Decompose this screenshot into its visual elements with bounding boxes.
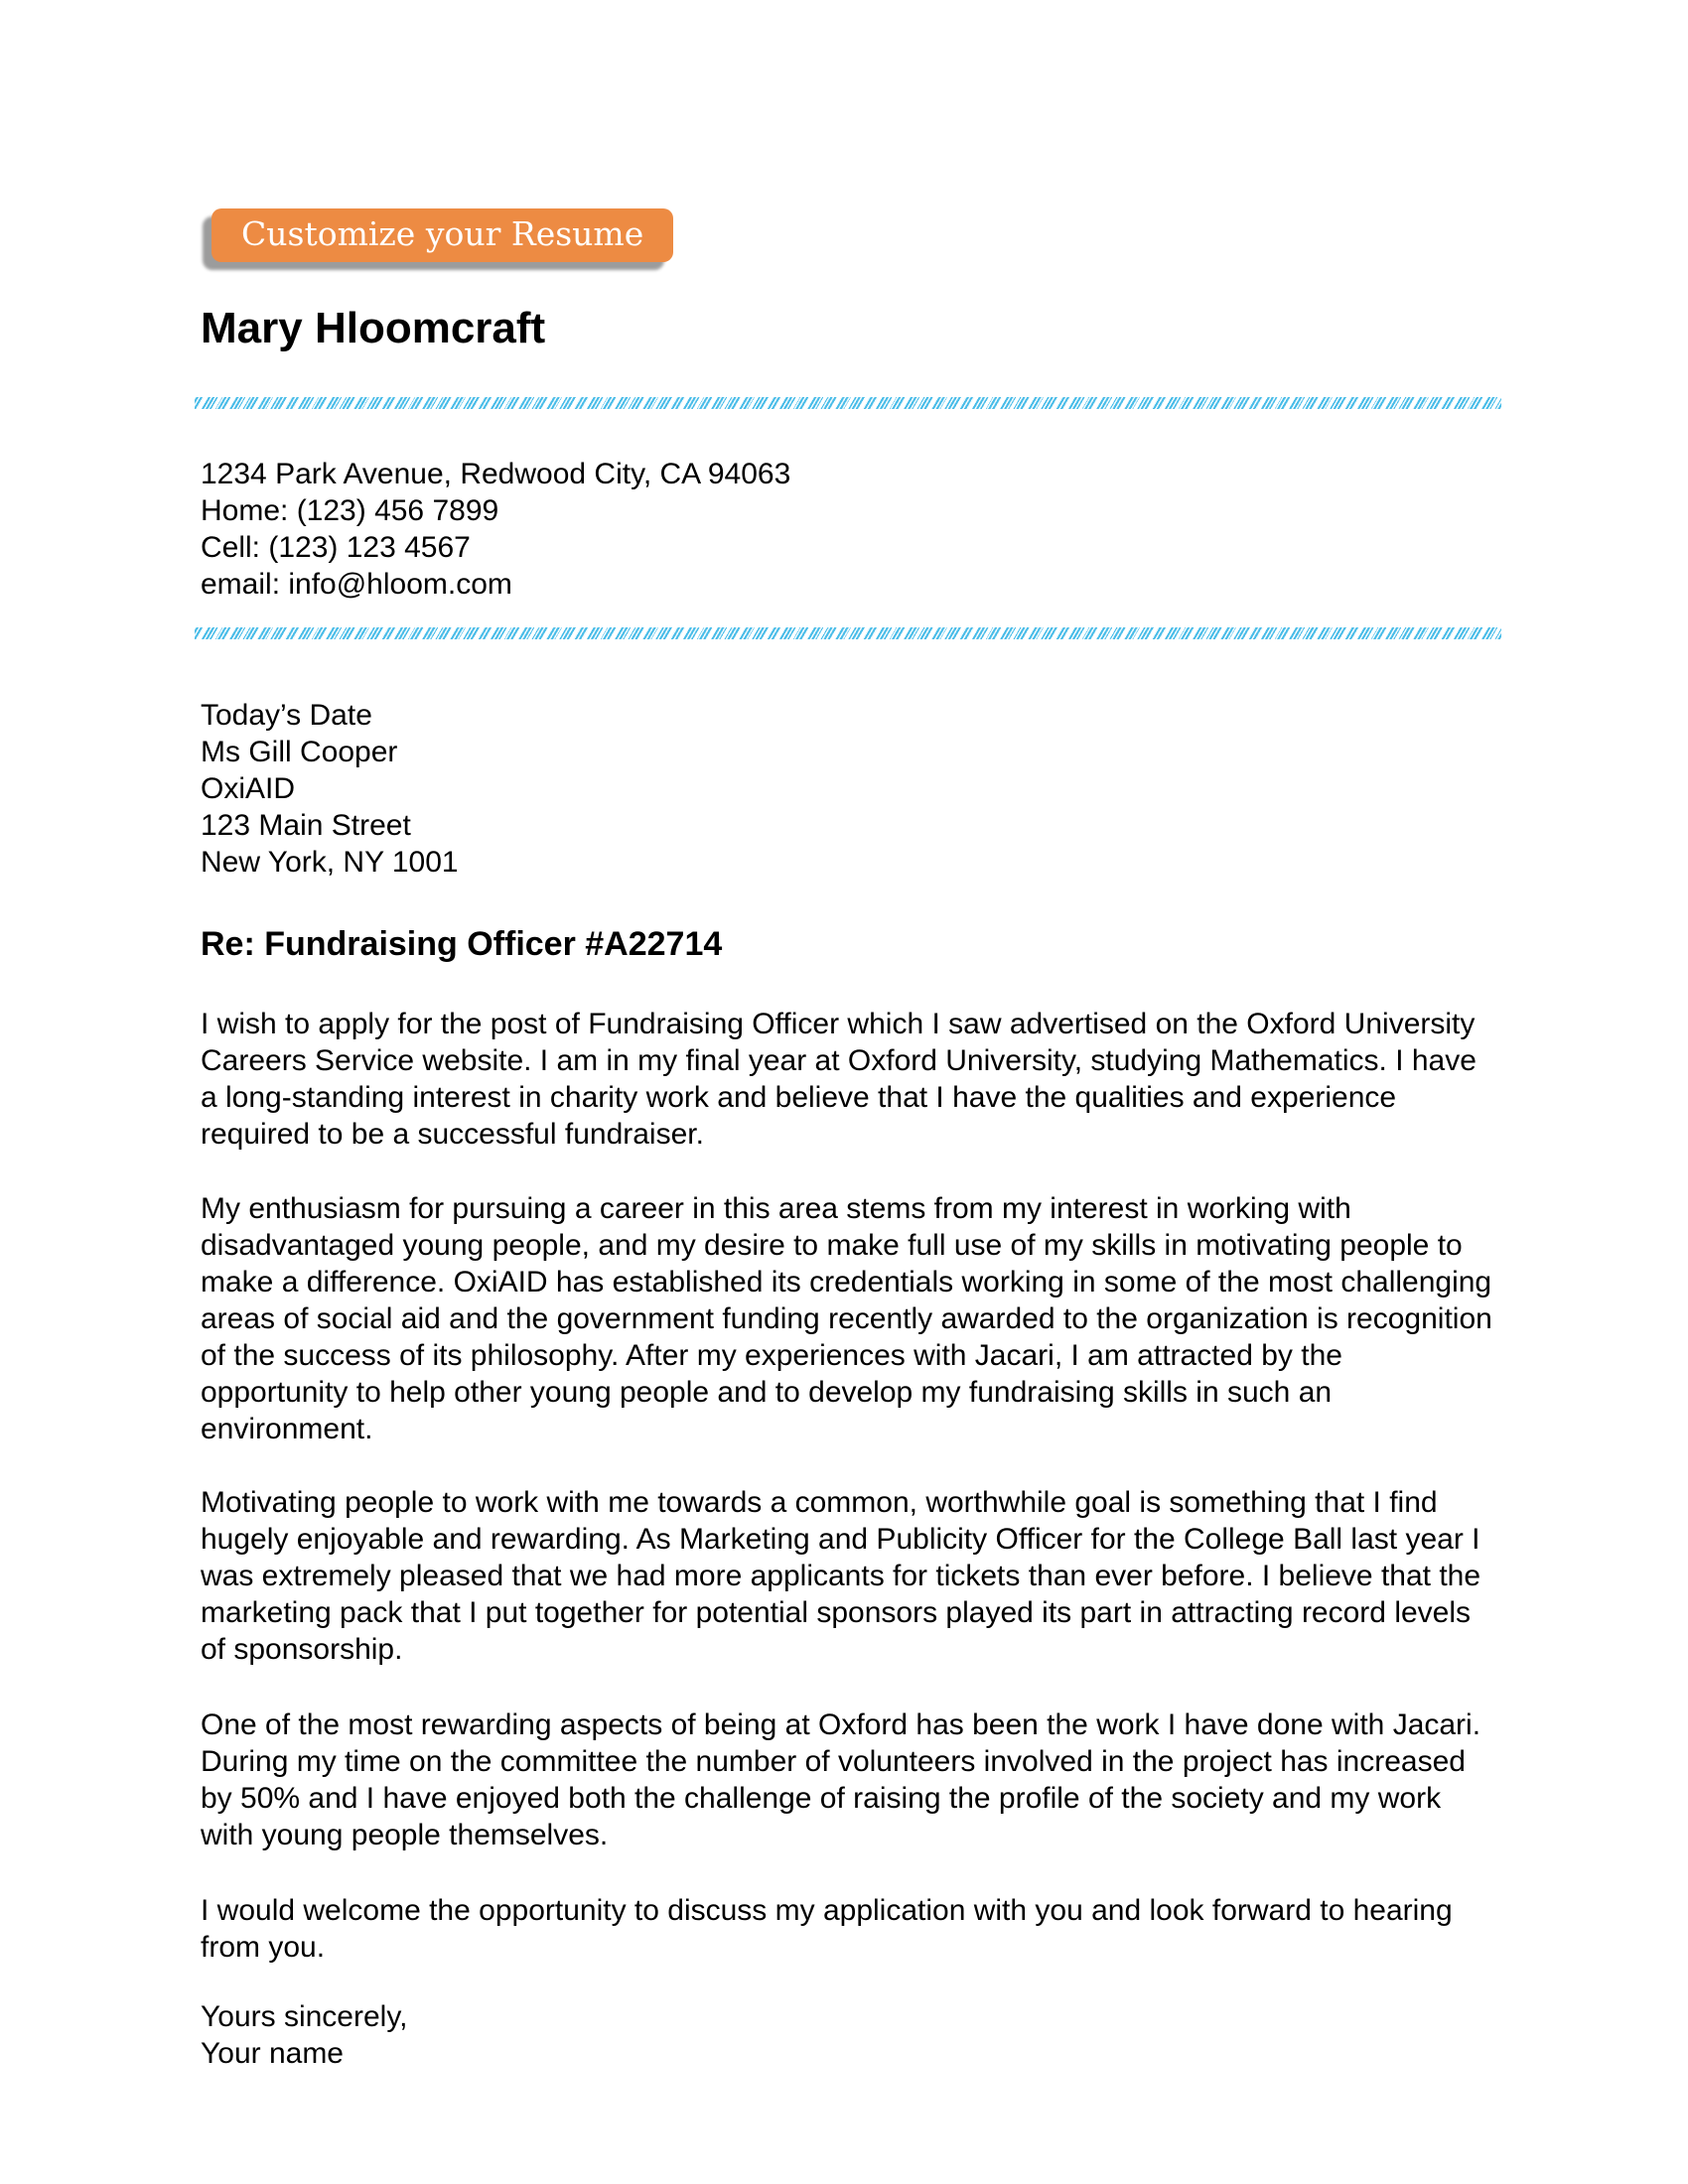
contact-email-line: email: info@hloom.com (201, 568, 512, 601)
recipient-block (201, 697, 1495, 881)
letter-paragraph-5: I would welcome the opportunity to discuss my application with you and look forward to hearing from you. (201, 1894, 1453, 1964)
contact-home-phone-line: Home: (123) 456 7899 (201, 494, 499, 527)
closing-block (201, 1998, 1495, 2072)
letter-paragraph-2: My enthusiasm for pursuing a career in this area stems from my interest in working with disadvantaged young people, and my desire to make full use of my skills in motivating people to make a difference. OxiAID has established its credentials working in some of the most challenging areas of social aid and the government funding recently awarded to the organization is recognition of the success of its philosophy. After my experiences with Jacari, I am attracted by the opportunity to help other young people and to develop my fundraising skills in such an environment. (201, 1192, 1492, 1445)
signature-name-line: Your name (201, 2037, 344, 2070)
letter-paragraph-3: Motivating people to work with me towards a common, worthwhile goal is something that I find hugely enjoyable and rewarding. As Marketing and Publicity Officer for the College Ball last year I was extremely pleased that we had more applicants for tickets than ever before. I believe that the marketing pack that I put together for potential sponsors played its part in attracting record levels of sponsorship. (201, 1486, 1481, 1666)
contact-address-line: 1234 Park Avenue, Redwood City, CA 94063 (201, 458, 791, 490)
contact-cell-phone-line: Cell: (123) 123 4567 (201, 531, 471, 564)
recipient-name-line: Ms Gill Cooper (201, 736, 398, 768)
recipient-street-line: 123 Main Street (201, 809, 411, 842)
recipient-city-line: New York, NY 1001 (201, 846, 459, 879)
candidate-name-heading: Mary Hloomcraft (201, 304, 546, 352)
letter-paragraph-1: I wish to apply for the post of Fundraising Officer which I saw advertised on the Oxford University Careers Service website. I am in my final year at Oxford University, studying Mathematics. I have a long-standing interest in charity work and believe that I have the qualities and experience required to be a successful fundraiser. (201, 1008, 1477, 1151)
contact-block (201, 456, 1495, 603)
letter-paragraph-4: One of the most rewarding aspects of being at Oxford has been the work I have done with Jacari. During my time on the committee the number of volunteers involved in the project has increased by 50% and I have enjoyed both the challenge of raising the profile of the society and my work with young people themselves. (201, 1708, 1481, 1851)
letter-date-line: Today’s Date (201, 699, 372, 732)
letter-content-column (201, 0, 1495, 2072)
closing-salutation-line: Yours sincerely, (201, 2000, 408, 2033)
banner-row (211, 208, 1495, 262)
recipient-company-line: OxiAID (201, 772, 296, 805)
letter-body (201, 1006, 1495, 1966)
decorative-divider-top (195, 397, 1501, 409)
letter-subject-heading: Re: Fundraising Officer #A22714 (201, 925, 723, 963)
decorative-divider-bottom (195, 627, 1501, 639)
customize-resume-button[interactable]: Customize your Resume (211, 208, 673, 262)
